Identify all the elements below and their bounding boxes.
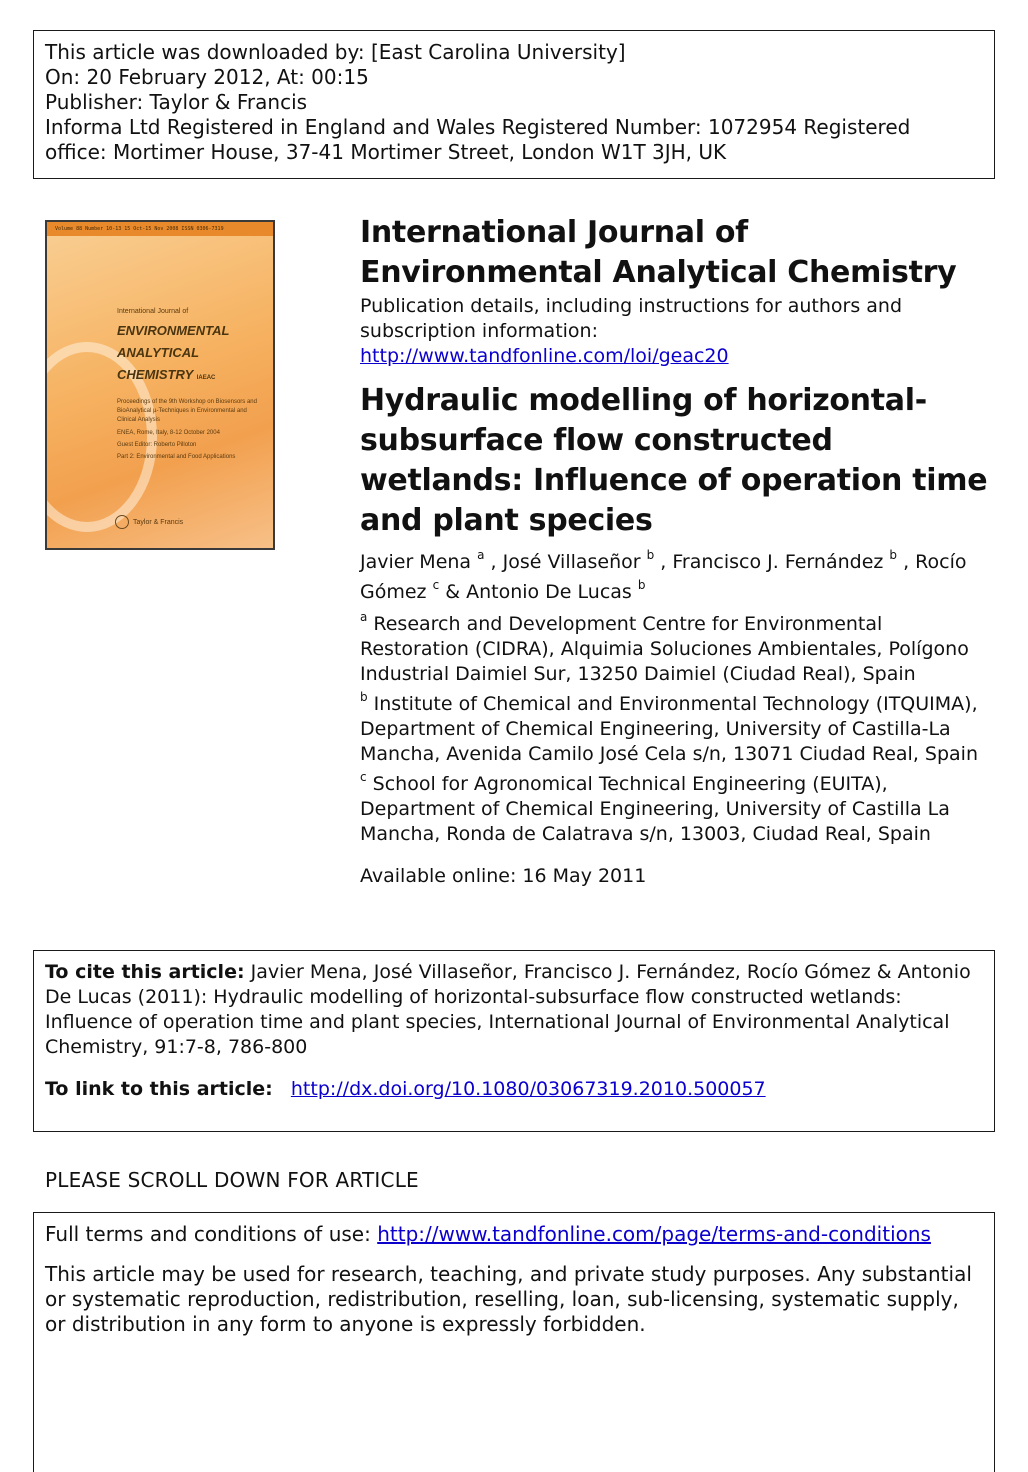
affiliation-item	[360, 612, 990, 687]
download-line-publisher: Publisher: Taylor & Francis	[45, 90, 308, 114]
affiliation-text: Research and Development Centre for Environmental Restoration (CIDRA), Alquimia Soluciones Ambientales, Polígono Industrial Daimiel Sur, 13250 Daimiel (Ciudad Real), Spain	[360, 613, 969, 685]
download-line-institution: This article was downloaded by: [East Carolina University]	[45, 40, 626, 64]
affiliation-mark: b	[360, 690, 368, 704]
article-link-line	[45, 1077, 983, 1102]
available-online-date: Available online: 16 May 2011	[360, 865, 647, 887]
author-name[interactable]: Rocío Gómez	[360, 551, 967, 603]
cover-proceedings: Proceedings of the 9th Workshop on Biosensors and BioAnalytical µ-Techniques in Environmental and Clinical Analysis ENEA, Rome, Italy, 8-12 October 2004 Guest Editor: Roberto Pilloton Part 2: Environmental and Food Applications	[117, 399, 257, 460]
author-list: Javier Mena $^a$ , José Villaseñor $^b$ , Francisco J. Fernández $^b$ , Rocío Gómez $^c$ & Antonio De Lucas $^b$	[360, 548, 967, 603]
affiliation-text: School for Agronomical Technical Engineering (EUITA), Department of Chemical Engineering, University of Castilla La Mancha, Ronda de Calatrava s/n, 13003, Ciudad Real, Spain	[360, 773, 950, 845]
taylor-francis-logo-icon	[115, 515, 129, 529]
terms-box	[33, 1212, 995, 1472]
author-name[interactable]: José Villaseñor	[502, 551, 647, 573]
author-name[interactable]: Francisco J. Fernández	[672, 551, 890, 573]
author-name[interactable]: Javier Mena	[360, 551, 478, 573]
link-label: To link to this article:	[45, 1078, 273, 1100]
download-line-date: On: 20 February 2012, At: 00:15	[45, 65, 369, 89]
cover-issue-strip: Volume 88 Number 10-13 15 Oct-15 Nov 2008 ISSN 0306-7319	[47, 222, 273, 236]
cite-label: To cite this article:	[45, 961, 245, 983]
cover-publisher-logo: Taylor & Francis	[115, 515, 183, 529]
affiliation-mark: c	[360, 770, 367, 784]
download-line-registration: Informa Ltd Registered in England and Wales Registered Number: 1072954 Registered	[45, 115, 911, 139]
author-affiliation-mark: b	[889, 548, 898, 562]
affiliation-item	[360, 772, 990, 847]
affiliation-text: Institute of Chemical and Environmental Technology (ITQUIMA), Department of Chemical Engineering, University of Castilla-La Mancha, Avenida Camilo José Cela s/n, 13071 Ciudad Real, Spain	[360, 693, 979, 765]
author-name[interactable]: Antonio De Lucas	[466, 581, 638, 603]
terms-link-line: Full terms and conditions of use: http://www.tandfonline.com/page/terms-and-conditions	[45, 1222, 931, 1246]
citation-box	[33, 950, 995, 1132]
article-info-column	[360, 213, 990, 889]
download-info-box	[33, 30, 995, 179]
journal-title: International Journal of Environmental Analytical Chemistry	[360, 215, 957, 290]
terms-of-use-text: This article may be used for research, teaching, and private study purposes. Any substantial or systematic reproduction, redistribution, reselling, loan, sub-licensing, systematic supply, or distribution in any form to anyone is expressly forbidden.	[45, 1262, 972, 1336]
author-affiliation-mark: b	[637, 578, 646, 592]
affiliation-mark: a	[360, 610, 368, 624]
cover-journal-title: ENVIRONMENTAL ANALYTICAL CHEMISTRY IAEAC	[117, 323, 230, 382]
citation-text: To cite this article: Javier Mena, José Villaseñor, Francisco J. Fernández, Rocío Gómez & Antonio De Lucas (2011): Hydraulic modelling of horizontal-subsurface flow constructed wetlands: Influence of operation time and plant species, International Journal of Environmental Analytical Chemistry, 91:7-8, 786-800	[45, 961, 971, 1058]
journal-url-link[interactable]: http://www.tandfonline.com/loi/geac20	[360, 345, 729, 367]
terms-link[interactable]: http://www.tandfonline.com/page/terms-and-conditions	[377, 1222, 931, 1246]
journal-cover-image	[45, 220, 275, 550]
article-title: Hydraulic modelling of horizontal-subsurface flow constructed wetlands: Influence of operation time and plant species	[360, 383, 988, 538]
affiliation-list	[360, 612, 990, 847]
author-affiliation-mark: b	[646, 548, 655, 562]
download-line-office: office: Mortimer House, 37-41 Mortimer Street, London W1T 3JH, UK	[45, 140, 727, 164]
author-affiliation-mark: a	[477, 548, 485, 562]
affiliation-item	[360, 692, 990, 767]
doi-link[interactable]: http://dx.doi.org/10.1080/03067319.2010.500057	[290, 1078, 766, 1100]
scroll-down-notice: PLEASE SCROLL DOWN FOR ARTICLE	[45, 1168, 419, 1192]
cover-journal-label: International Journal of	[117, 308, 189, 315]
author-affiliation-mark: c	[432, 578, 440, 592]
publication-details: Publication details, including instructions for authors and subscription information: http://www.tandfonline.com/loi/geac20	[360, 295, 903, 367]
cover-iaeac-badge: IAEAC	[196, 375, 216, 381]
